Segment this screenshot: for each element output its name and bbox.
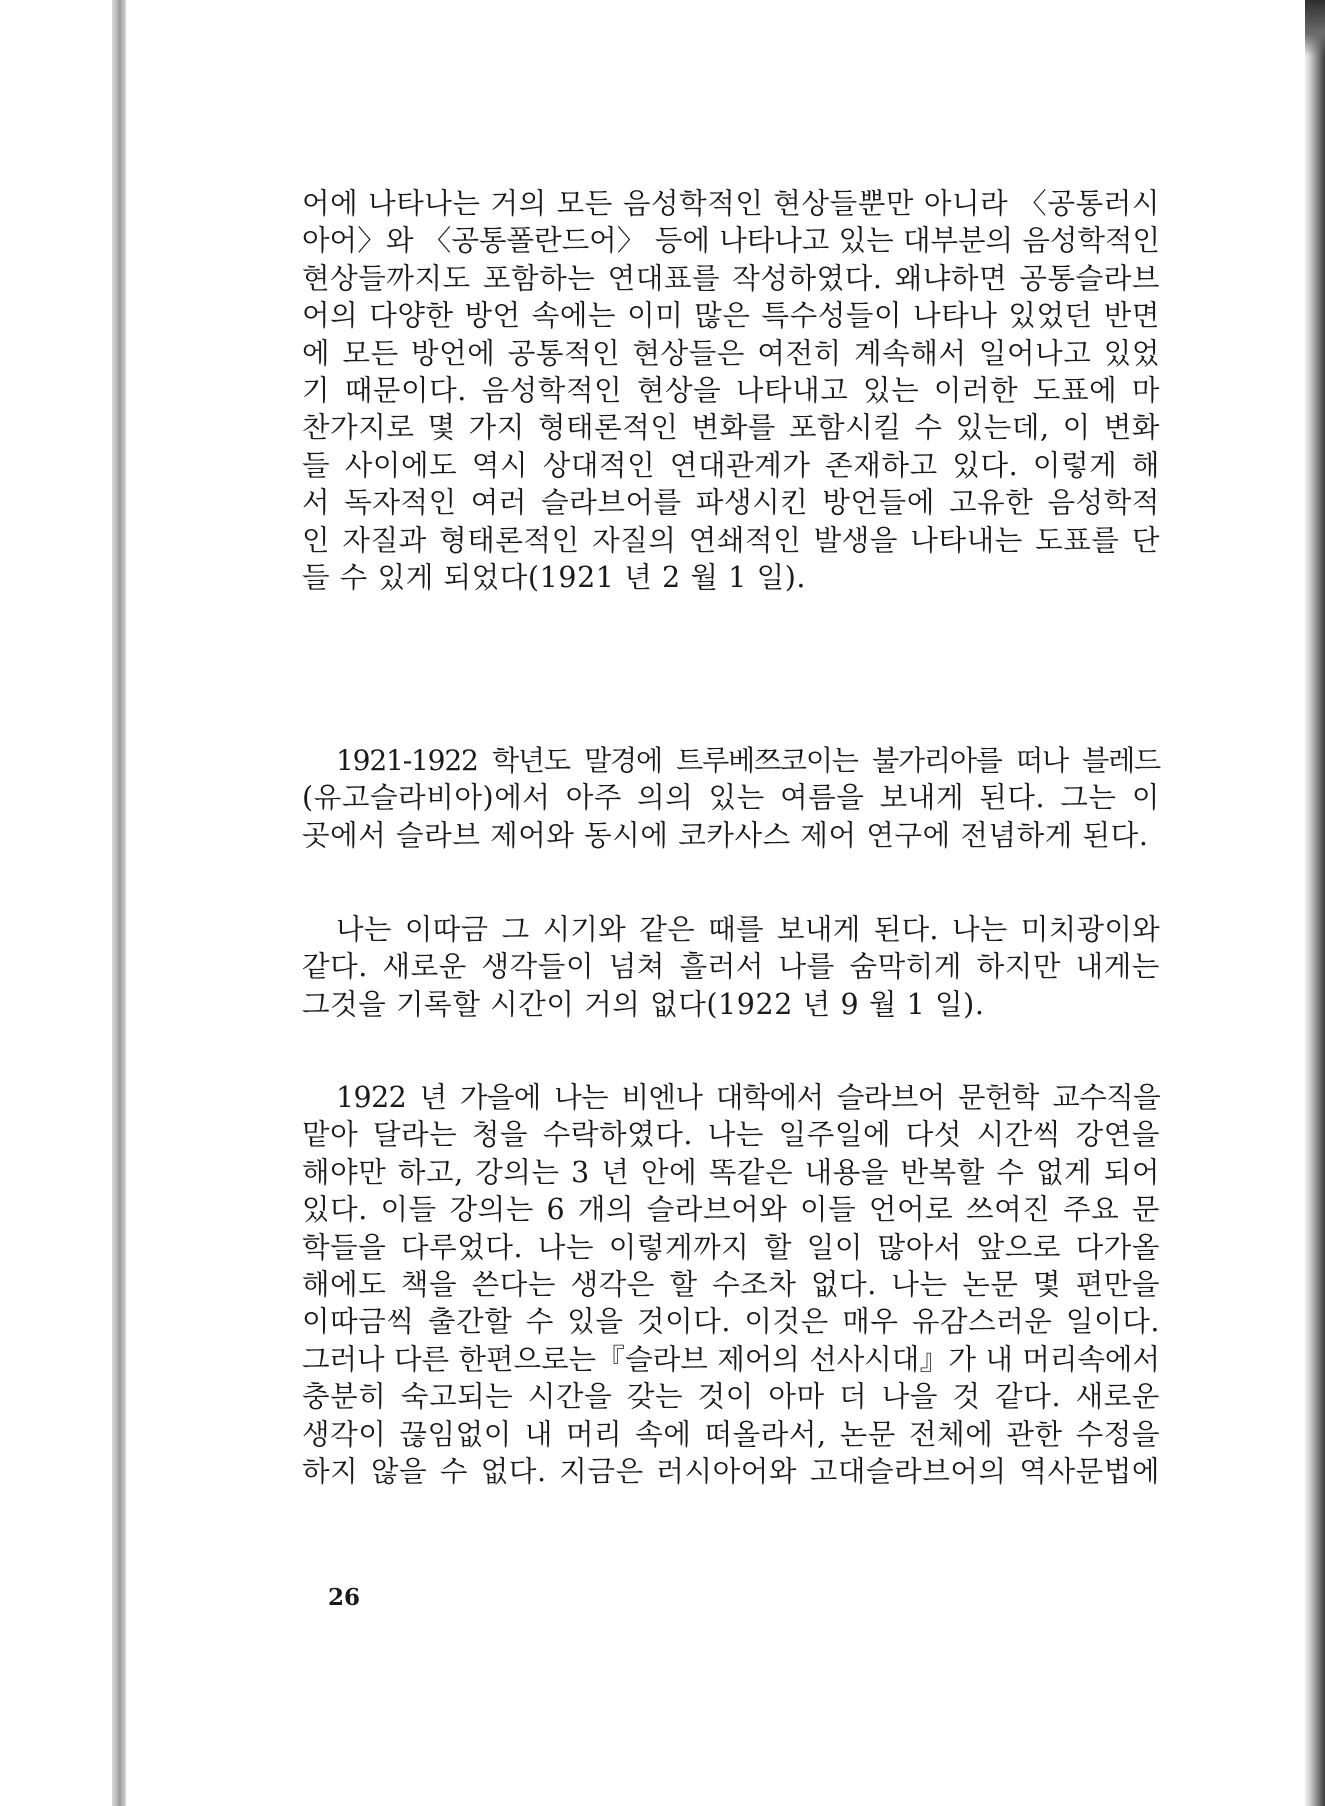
text-line: 어에 나타나는 거의 모든 음성학적인 현상들뿐만 아니라 〈공통러시 xyxy=(302,187,1160,220)
text-line: 어의 다양한 방언 속에는 이미 많은 특수성들이 나타나 있었던 반면 xyxy=(302,299,1160,333)
text-line: 1921-1922 학년도 말경에 트루베쯔코이는 불가리아를 떠나 블레드 xyxy=(336,744,1160,777)
text-line: 에 모든 방언에 공통적인 현상들은 여전히 계속해서 일어나고 있었 xyxy=(302,336,1160,370)
text-line: 1922 년 가을에 나는 비엔나 대학에서 슬라브어 문헌학 교수직을 xyxy=(336,1081,1160,1114)
text-line: 들 수 있게 되었다(1921 년 2 월 1 일). xyxy=(302,560,807,594)
text-line: 해야만 하고, 강의는 3 년 안에 똑같은 내용을 반복할 수 없게 되어 xyxy=(302,1155,1160,1189)
text-line: 아어〉와 〈공통폴란드어〉 등에 나타나고 있는 대부분의 음성학적인 xyxy=(302,224,1160,258)
paragraph-4 xyxy=(302,1079,1160,1490)
text-line: 현상들까지도 포함하는 연대표를 작성하였다. 왜냐하면 공통슬라브 xyxy=(302,261,1160,295)
text-line: 있다. 이들 강의는 6 개의 슬라브어와 이들 언어로 쓰여진 주요 문 xyxy=(302,1193,1160,1227)
text-line: 그러나 다른 한편으로는『슬라브 제어의 선사시대』가 내 머리속에서 xyxy=(302,1342,1160,1376)
paragraph-3 xyxy=(302,911,1160,1023)
page-number: 26 xyxy=(328,1584,361,1611)
text-line: 그것을 기록할 시간이 거의 없다(1922 년 9 월 1 일). xyxy=(302,987,985,1021)
text-line: 찬가지로 몇 가지 형태론적인 변화를 포함시킬 수 있는데, 이 변화 xyxy=(302,411,1160,445)
paragraph-1 xyxy=(302,185,1160,596)
page-edge-shadow xyxy=(1305,0,1325,1806)
text-line: 들 사이에도 역시 상대적인 연대관계가 존재하고 있다. 이렇게 해 xyxy=(302,448,1160,482)
text-line: 생각이 끊임없이 내 머리 속에 떠올라서, 논문 전체에 관한 수정을 xyxy=(302,1417,1160,1451)
text-line: 이따금씩 출간할 수 있을 것이다. 이것은 매우 유감스러운 일이다. xyxy=(302,1305,1160,1339)
text-line: 맡아 달라는 청을 수락하였다. 나는 일주일에 다섯 시간씩 강연을 xyxy=(302,1118,1160,1152)
text-line: 서 독자적인 여러 슬라브어를 파생시킨 방언들에 고유한 음성학적 xyxy=(302,486,1160,520)
text-line: (유고슬라비아)에서 아주 의의 있는 여름을 보내게 된다. 그는 이 xyxy=(302,781,1160,815)
text-line: 학들을 다루었다. 나는 이렇게까지 할 일이 많아서 앞으로 다가올 xyxy=(302,1230,1160,1264)
text-line: 나는 이따금 그 시기와 같은 때를 보내게 된다. 나는 미치광이와 xyxy=(336,913,1160,946)
text-line: 같다. 새로운 생각들이 넘쳐 흘러서 나를 숨막히게 하지만 내게는 xyxy=(302,950,1160,984)
text-line: 기 때문이다. 음성학적인 현상을 나타내고 있는 이러한 도표에 마 xyxy=(302,373,1160,407)
text-line: 해에도 책을 쓴다는 생각은 할 수조차 없다. 나는 논문 몇 편만을 xyxy=(302,1267,1160,1301)
paragraph-2 xyxy=(302,742,1160,854)
text-line: 충분히 숙고되는 시간을 갖는 것이 아마 더 나을 것 같다. 새로운 xyxy=(302,1380,1160,1414)
book-spine-shadow xyxy=(112,0,126,1806)
text-line: 하지 않을 수 없다. 지금은 러시아어와 고대슬라브어의 역사문법에 xyxy=(302,1454,1160,1488)
text-line: 곳에서 슬라브 제어와 동시에 코카사스 제어 연구에 전념하게 된다. xyxy=(302,818,1149,852)
text-line: 인 자질과 형태론적인 자질의 연쇄적인 발생을 나타내는 도표를 단 xyxy=(302,523,1160,557)
